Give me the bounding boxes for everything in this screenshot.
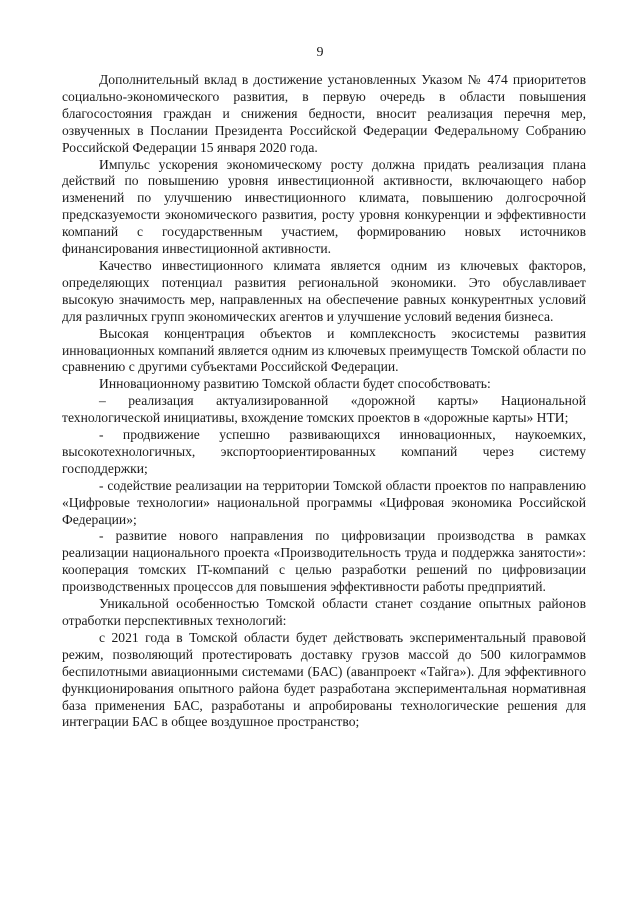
- list-item-nti-roadmap: – реализация актуализированной «дорожной карты» Национальной технологической инициативы, вхождение томских проектов в «дорожные карты» НТИ;: [62, 393, 586, 426]
- paragraph-test-districts: Уникальной особенностью Томской области станет создание опытных районов отработки перспективных технологий:: [62, 596, 586, 628]
- paragraph-investment-activity: Импульс ускорения экономическому росту должна придать реализация плана действий по повышению уровня инвестиционной активности, включающего набор изменений по улучшению инвестиционного климата, повышению долгосрочной предсказуемости экономического развития, росту уровня конкуренции и эффективности компаний с государственным участием, формированию новых источников финансирования инвестиционной активности.: [62, 156, 586, 257]
- paragraph-drone-regime: с 2021 года в Томской области будет действовать экспериментальный правовой режим, позволяющий протестировать доставку грузов массой до 500 килограммов беспилотными авиационными системами (БАС) (аванпроект «Тайга»). Для эффективного функционирования опытного района будет разработана экспериментальная нормативная база применения БАС, разработаны и апробированы технологические решения для интеграции БАС в общее воздушное пространство;: [62, 629, 586, 730]
- paragraph-innovation-ecosystem: Высокая концентрация объектов и комплексность экосистемы развития инновационных компаний является одним из ключевых преимуществ Томской области по сравнению с другими субъектами Российской Федерации.: [62, 325, 586, 375]
- paragraph-innovation-intro: Инновационному развитию Томской области будет способствовать:: [99, 376, 491, 392]
- list-item-production-digitalization: - развитие нового направления по цифровизации производства в рамках реализации национального проекта «Производительность труда и поддержка занятости»: кооперация томских IT-компаний с целью разработки решений по цифровизации производственных процессов для повышения эффективности работы предприятий.: [62, 528, 586, 595]
- list-item-digital-technologies: - содействие реализации на территории Томской области проектов по направлению «Цифровые технологии» национальной программы «Цифровая экономика Российской Федерации»;: [62, 477, 586, 527]
- page-number: 9: [316, 45, 324, 60]
- list-item-high-tech-companies: - продвижение успешно развивающихся инновационных, наукоемких, высокотехнологичных, экспортоориентированных компаний через систему господдержки;: [62, 427, 586, 476]
- paragraph-investment-climate: Качество инвестиционного климата является одним из ключевых факторов, определяющих потенциал развития региональной экономики. Это обуславливает высокую значимость мер, направленных на обеспечение равных конкурентных условий для различных групп экономических агентов и улучшение условий ведения бизнеса.: [62, 257, 586, 324]
- paragraph-additional-contribution: Дополнительный вклад в достижение установленных Указом № 474 приоритетов социально-экономического развития, в первую очередь в области повышения благосостояния граждан и снижения бедности, вносит реализация перечня мер, озвученных в Послании Президента Российской Федерации Федеральному Собранию Российской Федерации 15 января 2020 года.: [62, 72, 586, 155]
- document-body: [62, 72, 586, 731]
